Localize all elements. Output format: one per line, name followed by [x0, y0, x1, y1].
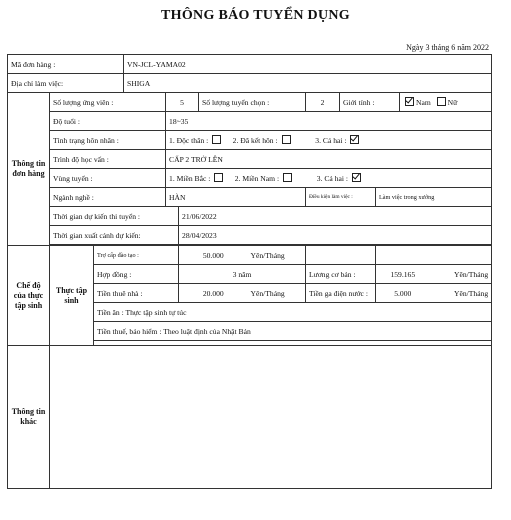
- job-value: HÀN: [166, 188, 306, 207]
- checkbox-empty-icon[interactable]: [214, 173, 223, 182]
- regime-section: Chế độ của thực tập sinh: [8, 246, 50, 346]
- selected-value: 2: [306, 93, 340, 112]
- salary-label: Lương cơ bản :: [306, 265, 376, 284]
- region-opt1: 1. Miền Bắc :: [169, 174, 211, 183]
- gender-female-label: Nữ: [447, 98, 458, 107]
- checkbox-checked-icon[interactable]: [350, 135, 359, 144]
- row-work-place: [8, 74, 492, 93]
- other-section: Thông tin khác: [8, 346, 50, 489]
- row-other: [8, 346, 492, 489]
- checkbox-empty-icon[interactable]: [283, 173, 292, 182]
- row-training: [8, 246, 492, 265]
- page-title: THÔNG BÁO TUYỂN DỤNG: [161, 8, 350, 23]
- utility-unit: Yên/Tháng: [430, 284, 492, 303]
- work-place-value: SHIGA: [124, 74, 492, 93]
- marital-label: Tình trạng hôn nhân :: [50, 131, 166, 150]
- age-label: Độ tuổi :: [50, 112, 166, 131]
- contract-value: 3 năm: [179, 265, 306, 284]
- marital-opt1: 1. Độc thân :: [169, 136, 209, 145]
- condition-label: Điều kiện làm việc :: [306, 188, 376, 207]
- region-opt2: 2. Miền Nam :: [234, 174, 280, 183]
- checkbox-checked-icon[interactable]: [405, 97, 414, 106]
- row-candidates: [8, 93, 492, 112]
- gender-options: [400, 93, 492, 112]
- rent-unit: Yên/Tháng: [248, 284, 306, 303]
- recruitment-table: [7, 54, 492, 489]
- rent-value: 20.000: [179, 284, 248, 303]
- region-options: [166, 169, 492, 188]
- salary-unit: Yên/Tháng: [430, 265, 492, 284]
- education-label: Trình độ học vấn :: [50, 150, 166, 169]
- row-education: [8, 150, 492, 169]
- marital-opt2: 2. Đã kết hôn :: [232, 136, 278, 145]
- training-value: 50.000: [179, 246, 248, 265]
- age-value: 18~35: [166, 112, 492, 131]
- marital-options: [166, 131, 492, 150]
- utility-value: 5.000: [376, 284, 430, 303]
- other-content: [50, 346, 492, 489]
- region-opt3: 3. Cả hai :: [316, 174, 348, 183]
- candidates-value: 5: [166, 93, 199, 112]
- document-date: Ngày 3 tháng 6 năm 2022: [406, 43, 489, 52]
- education-value: CẤP 2 TRỞ LÊN: [166, 150, 492, 169]
- checkbox-empty-icon[interactable]: [437, 97, 446, 106]
- utility-label: Tiền ga điện nước :: [306, 284, 376, 303]
- training-unit: Yên/Tháng: [248, 246, 306, 265]
- training-label: Trợ cấp đào tạo :: [94, 246, 179, 265]
- row-order-code: [8, 55, 492, 74]
- salary-value: 159.165: [376, 265, 430, 284]
- row-marital: [8, 131, 492, 150]
- rent-label: Tiền thuê nhà :: [94, 284, 179, 303]
- candidates-label: Số lượng ứng viên :: [50, 93, 166, 112]
- region-label: Vùng tuyển :: [50, 169, 166, 188]
- work-place-label: Địa chỉ làm việc:: [8, 74, 124, 93]
- checkbox-empty-icon[interactable]: [282, 135, 291, 144]
- order-code-label: Mã đơn hàng :: [8, 55, 124, 74]
- depart-date: 28/04/2023: [179, 226, 492, 245]
- row-region: [8, 169, 492, 188]
- job-label: Ngành nghề :: [50, 188, 166, 207]
- checkbox-empty-icon[interactable]: [212, 135, 221, 144]
- meal-text: Tiền ăn : Thực tập sinh tự túc: [94, 303, 492, 322]
- row-depart: [8, 226, 492, 245]
- order-info-section: Thông tin đơn hàng: [8, 93, 50, 246]
- regime-sub: Thực tập sinh: [50, 246, 94, 346]
- row-exam: [8, 207, 492, 226]
- marital-opt3: 3. Cả hai :: [315, 136, 347, 145]
- order-code-value: VN-JCL-YAMA02: [124, 55, 492, 74]
- selected-label: Số lượng tuyển chọn :: [199, 93, 306, 112]
- tax-text: Tiền thuế, bảo hiểm : Theo luật định của Nhật Bản: [94, 322, 492, 341]
- exam-date: 21/06/2022: [179, 207, 492, 226]
- gender-label: Giới tính :: [340, 93, 400, 112]
- condition-value: Làm việc trong xưởng: [376, 188, 492, 207]
- contract-label: Hợp đồng :: [94, 265, 179, 284]
- exam-label: Thời gian dự kiến thi tuyển :: [50, 207, 179, 226]
- checkbox-checked-icon[interactable]: [352, 173, 361, 182]
- row-age: [8, 112, 492, 131]
- row-job: [8, 188, 492, 207]
- gender-male-label: Nam: [416, 98, 431, 107]
- depart-label: Thời gian xuất cảnh dự kiến:: [50, 226, 179, 245]
